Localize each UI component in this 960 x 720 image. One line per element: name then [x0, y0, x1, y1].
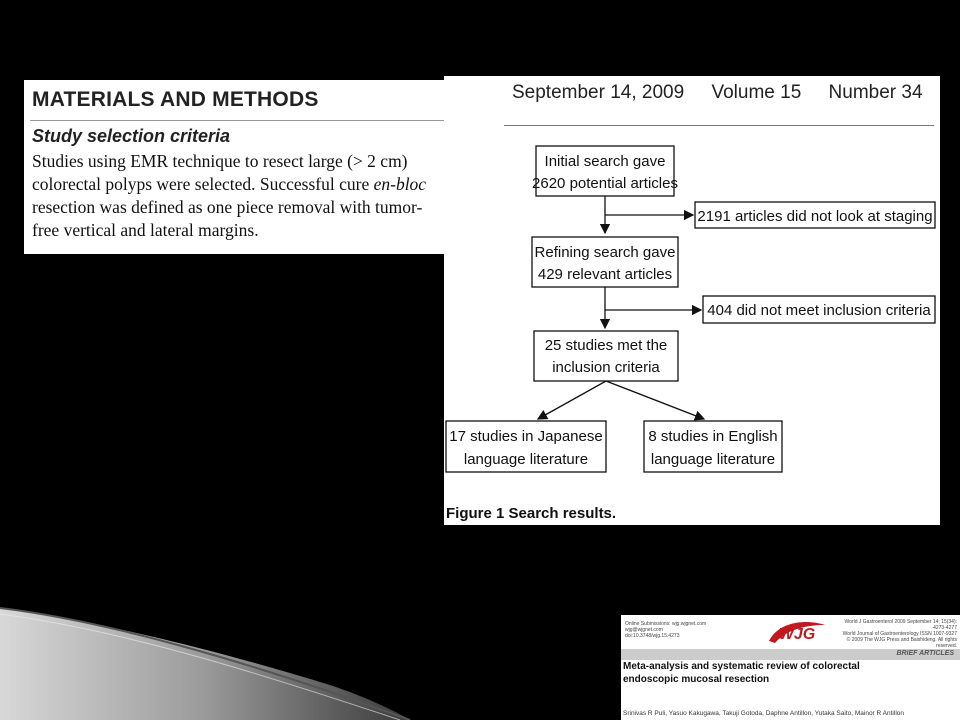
svg-text:404 did not meet inclusion cri: 404 did not meet inclusion criteria [707, 302, 931, 319]
search-results-figure [444, 76, 940, 525]
flow-box-refined-search [532, 237, 678, 287]
svg-text:language literature: language literature [463, 451, 589, 468]
article-authors: Srinivas R Puli, Yasuo Kakugawa, Takuji Gotoda, Daphne Antillon, Yutaka Saito, Mainor R Antillon [623, 710, 904, 717]
decorative-swoosh [0, 600, 420, 720]
flow-box-excluded-staging [695, 202, 935, 228]
submission-info: Online Submissions: wjg.wjgnet.com wjg@wjgnet.com doi:10.3748/wjg.15.4273 [625, 621, 707, 639]
svg-text:Refining search gave: Refining search gave [534, 244, 676, 261]
svg-text:inclusion criteria: inclusion criteria [552, 359, 660, 376]
methods-excerpt [24, 80, 500, 254]
journal-info: World J Gastroenterol 2009 September 14; 15(34): 4273-4277 World Journal of Gastroenterology ISSN 1007-9327 © 2009 The WJG Press and Baishideng. All rights reserved. [842, 619, 957, 649]
svg-text:17 studies in Japanese: 17 studies in Japanese [449, 428, 603, 445]
section-heading: MATERIALS AND METHODS [32, 88, 319, 111]
flow-box-initial-search [532, 146, 678, 196]
svg-text:WJG: WJG [778, 626, 816, 643]
section-label: BRIEF ARTICLES [896, 650, 954, 657]
flow-box-japanese-studies [446, 421, 606, 472]
subsection-heading: Study selection criteria [32, 126, 231, 146]
methods-paragraph [32, 150, 500, 242]
svg-text:8 studies in English: 8 studies in English [648, 428, 778, 445]
issue-number: Number 34 [828, 82, 923, 103]
paragraph-line: colorectal polyps were selected. Successful cure en-bloc [32, 174, 427, 194]
svg-text:2620 potential articles: 2620 potential articles [532, 175, 678, 192]
figure-caption: Figure 1 Search results. [446, 505, 617, 522]
svg-text:Initial search gave: Initial search gave [544, 153, 666, 170]
svg-text:429 relevant articles: 429 relevant articles [537, 266, 673, 283]
issue-date: September 14, 2009 [512, 82, 685, 103]
flow-arrow [606, 381, 704, 419]
svg-text:language literature: language literature [650, 451, 776, 468]
paragraph-line: Studies using EMR technique to resect large (> 2 cm) [32, 151, 408, 171]
article-title: Meta-analysis and systematic review of colorectal endoscopic mucosal resection [623, 661, 860, 685]
journal-logo [767, 619, 827, 645]
svg-text:2191 articles did not look at: 2191 articles did not look at staging [697, 208, 933, 225]
paragraph-line: resection was defined as one piece removal with tumor- [32, 197, 423, 217]
issue-volume: Volume 15 [711, 82, 802, 103]
svg-text:25 studies met the: 25 studies met the [544, 337, 668, 354]
flow-box-english-studies [644, 421, 782, 472]
heading-divider [30, 120, 500, 121]
italic-term: en-bloc [373, 174, 427, 194]
section-band [621, 649, 960, 660]
flowchart [444, 76, 940, 506]
article-thumbnail [621, 615, 960, 720]
paragraph-line: free vertical and lateral margins. [32, 220, 259, 240]
flow-box-excluded-criteria [703, 296, 935, 323]
flow-box-included-studies [534, 331, 678, 381]
flow-arrow [538, 381, 606, 419]
